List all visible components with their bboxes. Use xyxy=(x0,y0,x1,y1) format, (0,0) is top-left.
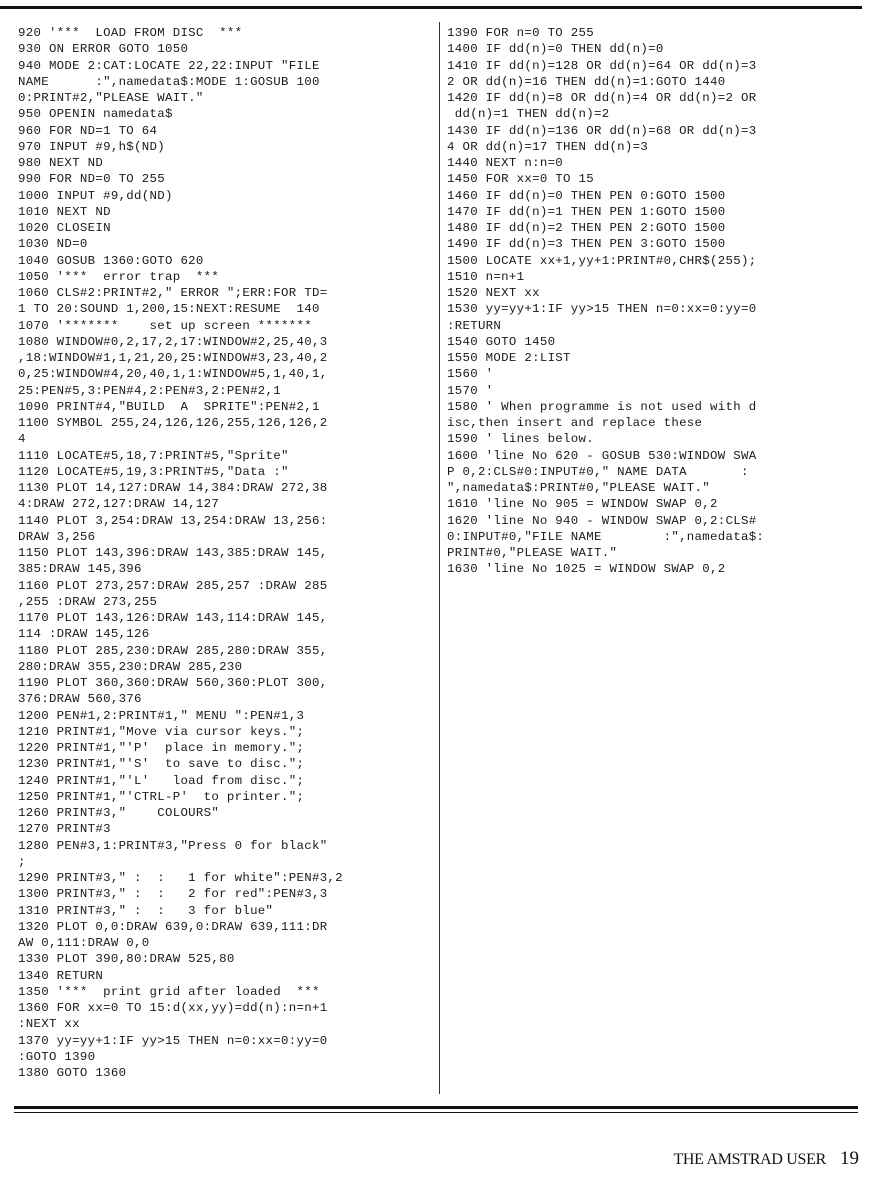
code-line: 1580 ' When programme is not used with d xyxy=(447,399,757,414)
code-line: 1030 ND=0 xyxy=(18,237,88,252)
code-line: 1340 RETURN xyxy=(18,968,104,983)
code-line: 385:DRAW 145,396 xyxy=(18,562,142,577)
code-line: 1250 PRINT#1,"'CTRL-P' to printer."; xyxy=(18,789,305,804)
code-line: NAME :",namedata$:MODE 1:GOSUB 100 xyxy=(18,74,320,89)
code-line: 1330 PLOT 390,80:DRAW 525,80 xyxy=(18,952,235,967)
code-line: 1490 IF dd(n)=3 THEN PEN 3:GOTO 1500 xyxy=(447,237,726,252)
code-line: 1370 yy=yy+1:IF yy>15 THEN n=0:xx=0:yy=0 xyxy=(18,1033,328,1048)
code-line: 1000 INPUT #9,dd(ND) xyxy=(18,188,173,203)
code-line: 1550 MODE 2:LIST xyxy=(447,351,571,365)
code-line: 1150 PLOT 143,396:DRAW 143,385:DRAW 145, xyxy=(18,546,328,560)
code-line: 0:INPUT#0,"FILE NAME :",namedata$: xyxy=(447,529,765,544)
code-line: 1070 '******* set up screen ******* xyxy=(18,318,312,333)
code-line: 960 FOR ND=1 TO 64 xyxy=(18,123,158,138)
code-line: 0,25:WINDOW#4,20,40,1,1:WINDOW#5,1,40,1, xyxy=(18,367,328,382)
code-line: 1300 PRINT#3," : : 2 for red":PEN#3,3 xyxy=(18,887,328,902)
code-line: 1170 PLOT 143,126:DRAW 143,114:DRAW 145, xyxy=(18,611,328,625)
code-line: 1600 'line No 620 - GOSUB 530:WINDOW SWA xyxy=(447,448,757,463)
code-line: 1410 IF dd(n)=128 OR dd(n)=64 OR dd(n)=3 xyxy=(447,58,757,73)
code-line: 1500 LOCATE xx+1,yy+1:PRINT#0,CHR$(255); xyxy=(447,253,757,268)
code-line: 1020 CLOSEIN xyxy=(18,221,111,235)
code-line: 1390 FOR n=0 TO 255 xyxy=(447,26,594,40)
code-line: 1210 PRINT#1,"Move via cursor keys."; xyxy=(18,724,305,739)
page-footer xyxy=(673,1148,859,1170)
page-number: 19 xyxy=(840,1148,859,1169)
code-line: 990 FOR ND=0 TO 255 xyxy=(18,172,165,187)
code-line: ,255 :DRAW 273,255 xyxy=(18,594,158,609)
code-line: 1190 PLOT 360,360:DRAW 560,360:PLOT 300, xyxy=(18,676,328,690)
code-line: 0:PRINT#2,"PLEASE WAIT." xyxy=(18,91,204,105)
code-line: 1350 '*** print grid after loaded *** xyxy=(18,984,320,999)
code-line: 1450 FOR xx=0 TO 15 xyxy=(447,172,594,187)
top-rule xyxy=(0,6,862,9)
bottom-rule-thin xyxy=(14,1112,858,1113)
publication-name: THE AMSTRAD USER xyxy=(673,1151,826,1168)
code-line: 114 :DRAW 145,126 xyxy=(18,627,150,642)
code-line: 1590 ' lines below. xyxy=(447,432,594,447)
listing-left-column xyxy=(18,25,432,1081)
code-line: 1200 PEN#1,2:PRINT#1," MENU ":PEN#1,3 xyxy=(18,708,305,723)
code-line: 930 ON ERROR GOTO 1050 xyxy=(18,42,189,57)
code-line: 1530 yy=yy+1:IF yy>15 THEN n=0:xx=0:yy=0 xyxy=(447,302,757,317)
code-line: 4 OR dd(n)=17 THEN dd(n)=3 xyxy=(447,139,649,154)
code-line: 1520 NEXT xx xyxy=(447,286,540,300)
code-line: 1130 PLOT 14,127:DRAW 14,384:DRAW 272,38 xyxy=(18,481,328,495)
code-line: ,18:WINDOW#1,1,21,20,25:WINDOW#3,23,40,2 xyxy=(18,351,328,365)
code-line: 1110 LOCATE#5,18,7:PRINT#5,"Sprite" xyxy=(18,448,289,463)
code-line: 1290 PRINT#3," : : 1 for white":PEN#3,2 xyxy=(18,871,343,885)
code-line: 1400 IF dd(n)=0 THEN dd(n)=0 xyxy=(447,42,664,57)
code-line: 1380 GOTO 1360 xyxy=(18,1066,127,1080)
code-line: 940 MODE 2:CAT:LOCATE 22,22:INPUT "FILE xyxy=(18,58,320,73)
code-line: 1510 n=n+1 xyxy=(447,269,525,284)
code-line: 1160 PLOT 273,257:DRAW 285,257 :DRAW 285 xyxy=(18,578,328,593)
code-line: 1040 GOSUB 1360:GOTO 620 xyxy=(18,253,204,268)
code-line: 1470 IF dd(n)=1 THEN PEN 1:GOTO 1500 xyxy=(447,204,726,219)
code-line: dd(n)=1 THEN dd(n)=2 xyxy=(447,107,610,122)
code-line: 1230 PRINT#1,"'S' to save to disc."; xyxy=(18,757,305,772)
bottom-rule-thick xyxy=(14,1106,858,1109)
code-line: 1 TO 20:SOUND 1,200,15:NEXT:RESUME 140 xyxy=(18,302,320,317)
code-line: 25:PEN#5,3:PEN#4,2:PEN#3,2:PEN#2,1 xyxy=(18,383,282,398)
code-line: 980 NEXT ND xyxy=(18,156,104,170)
code-line: :GOTO 1390 xyxy=(18,1049,96,1064)
code-line: 1140 PLOT 3,254:DRAW 13,254:DRAW 13,256: xyxy=(18,513,328,528)
code-line: 1560 ' xyxy=(447,367,494,382)
code-line: 1240 PRINT#1,"'L' load from disc."; xyxy=(18,773,305,788)
code-line: DRAW 3,256 xyxy=(18,529,96,544)
code-line: 1270 PRINT#3 xyxy=(18,822,111,837)
code-line: 2 OR dd(n)=16 THEN dd(n)=1:GOTO 1440 xyxy=(447,74,726,89)
code-line: 376:DRAW 560,376 xyxy=(18,692,142,707)
code-line: 1010 NEXT ND xyxy=(18,204,111,219)
code-line: isc,then insert and replace these xyxy=(447,416,703,430)
code-line: 1440 NEXT n:n=0 xyxy=(447,156,564,170)
code-line: 1420 IF dd(n)=8 OR dd(n)=4 OR dd(n)=2 OR xyxy=(447,91,757,105)
code-line: P 0,2:CLS#0:INPUT#0," NAME DATA : xyxy=(447,464,749,479)
code-line: :NEXT xx xyxy=(18,1017,80,1032)
code-line: 280:DRAW 355,230:DRAW 285,230 xyxy=(18,659,243,674)
code-line: AW 0,111:DRAW 0,0 xyxy=(18,936,150,950)
code-line: 1320 PLOT 0,0:DRAW 639,0:DRAW 639,111:DR xyxy=(18,919,328,934)
code-line: ; xyxy=(18,854,26,869)
code-line: 1360 FOR xx=0 TO 15:d(xx,yy)=dd(n):n=n+1 xyxy=(18,1001,328,1015)
code-line: 1570 ' xyxy=(447,383,494,398)
code-line: 4:DRAW 272,127:DRAW 14,127 xyxy=(18,497,220,512)
code-line: 920 '*** LOAD FROM DISC *** xyxy=(18,26,243,40)
code-line: 1050 '*** error trap *** xyxy=(18,269,220,284)
code-line: 1540 GOTO 1450 xyxy=(447,334,556,349)
code-line: 1180 PLOT 285,230:DRAW 285,280:DRAW 355, xyxy=(18,643,328,658)
code-line: 1090 PRINT#4,"BUILD A SPRITE":PEN#2,1 xyxy=(18,399,320,414)
code-line: 1480 IF dd(n)=2 THEN PEN 2:GOTO 1500 xyxy=(447,221,726,235)
column-divider xyxy=(439,22,440,1094)
code-line: 1610 'line No 905 = WINDOW SWAP 0,2 xyxy=(447,497,718,512)
code-line: 1430 IF dd(n)=136 OR dd(n)=68 OR dd(n)=3 xyxy=(447,123,757,138)
code-line: 1100 SYMBOL 255,24,126,126,255,126,126,2 xyxy=(18,416,328,430)
code-line: 1460 IF dd(n)=0 THEN PEN 0:GOTO 1500 xyxy=(447,188,726,203)
code-line: 1620 'line No 940 - WINDOW SWAP 0,2:CLS# xyxy=(447,513,757,528)
code-line: 970 INPUT #9,h$(ND) xyxy=(18,139,165,154)
code-line: 1310 PRINT#3," : : 3 for blue" xyxy=(18,903,274,918)
code-line: PRINT#0,"PLEASE WAIT." xyxy=(447,546,618,560)
code-line: 4 xyxy=(18,432,26,447)
code-line: :RETURN xyxy=(447,318,502,333)
code-line: 1080 WINDOW#0,2,17,2,17:WINDOW#2,25,40,3 xyxy=(18,334,328,349)
code-line: 950 OPENIN namedata$ xyxy=(18,107,173,122)
code-line: 1260 PRINT#3," COLOURS" xyxy=(18,806,220,820)
code-line: 1120 LOCATE#5,19,3:PRINT#5,"Data :" xyxy=(18,464,289,479)
code-line: 1280 PEN#3,1:PRINT#3,"Press 0 for black" xyxy=(18,838,328,853)
code-line: 1060 CLS#2:PRINT#2," ERROR ";ERR:FOR TD= xyxy=(18,286,328,300)
code-line: ",namedata$:PRINT#0,"PLEASE WAIT." xyxy=(447,481,711,495)
listing-right-column xyxy=(447,25,857,578)
code-line: 1630 'line No 1025 = WINDOW SWAP 0,2 xyxy=(447,562,726,577)
code-line: 1220 PRINT#1,"'P' place in memory."; xyxy=(18,741,305,755)
